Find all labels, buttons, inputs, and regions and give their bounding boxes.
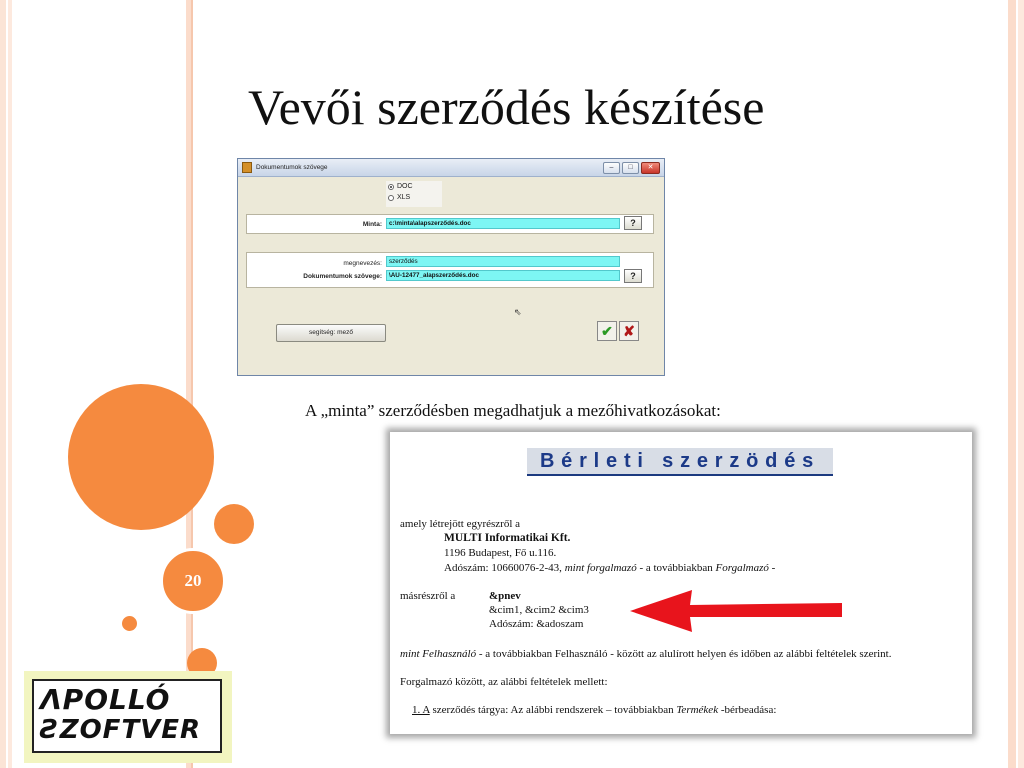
dok-browse-button[interactable]: ? [624, 269, 642, 283]
doc-tax-suffix: - [768, 562, 776, 574]
megnevezes-label: megnevezés: [343, 260, 382, 267]
ok-checkmark-button[interactable]: ✔ [597, 321, 617, 341]
doc-line-intro: amely létrejött egyrészről a [400, 518, 521, 530]
logo-line-1: ΛPOLLÓ [40, 683, 171, 716]
doc-item1-num: 1. A [412, 704, 430, 716]
radio-doc[interactable] [386, 181, 442, 192]
doc-forgalmazo-line: Forgalmazó között, az alábbi feltételek mellett: [400, 676, 608, 688]
minta-field[interactable]: c:\minta\alapszerződés.doc [386, 218, 620, 229]
right-stripe-2 [1018, 0, 1024, 768]
doc-user-rest: - a továbbiakban Felhasználó - között az alulírott helyen és időben az alábbi feltételek szerint. [476, 648, 892, 660]
page-number: 20 [160, 548, 226, 614]
doc-item1-end: -bérbeadása: [718, 704, 777, 716]
doc-company: MULTI Informatikai Kft. [444, 532, 571, 544]
dialog-title: Dokumentumok szövege [256, 164, 328, 171]
format-radio-group [386, 181, 442, 207]
doc-other-party: másrészről a [400, 590, 456, 602]
doc-item1-rest: szerződés tárgya: Az alábbi rendszerek – továbbiakban [429, 704, 677, 716]
doc-user-line [400, 648, 892, 660]
right-stripe-1 [1008, 0, 1016, 768]
dok-szovege-field[interactable]: \AU-12477_alapszerződés.doc [386, 270, 620, 281]
dialog-titlebar [238, 159, 664, 177]
app-icon [242, 162, 252, 173]
doc-tax-line [444, 562, 775, 574]
doc-pnev: &pnev [489, 590, 521, 602]
mouse-pointer-icon: ⇖ [514, 307, 522, 317]
doc-item1 [412, 704, 776, 716]
cancel-x-button[interactable]: ✘ [619, 321, 639, 341]
help-field-button[interactable]: segítség: mező [276, 324, 386, 342]
maximize-button[interactable]: □ [622, 162, 639, 174]
close-button[interactable]: ✕ [641, 162, 660, 174]
minta-label: Minta: [362, 221, 382, 228]
slide-title: Vevői szerződés készítése [248, 79, 765, 135]
document-heading: Bérleti szerzödés [527, 448, 833, 476]
slide-caption: A „minta” szerződésben megadhatjuk a mezőhivatkozásokat: [305, 401, 721, 420]
contract-document-image [390, 432, 972, 734]
radio-xls-label: XLS [397, 194, 411, 201]
radio-doc-label: DOC [397, 183, 413, 190]
logo-frame [32, 679, 222, 753]
left-stripe-1 [0, 0, 6, 768]
doc-tax-mid: - a továbbiakban [636, 562, 716, 574]
radio-xls[interactable] [386, 192, 442, 203]
documents-dialog [237, 158, 665, 376]
apollo-szoftver-logo [24, 671, 232, 763]
red-arrow-icon [630, 588, 846, 634]
minta-browse-button[interactable]: ? [624, 216, 642, 230]
doc-tax-end-italic: Forgalmazó [715, 562, 769, 574]
doc-cim: &cim1, &cim2 &cim3 [489, 604, 589, 616]
left-stripe-2 [8, 0, 12, 768]
minimize-button[interactable]: – [603, 162, 620, 174]
doc-item1-italic: Termékek [676, 704, 719, 716]
doc-tax-prefix: Adószám: 10660076-2-43, [444, 562, 565, 574]
large-orange-circle [68, 384, 214, 530]
dok-szovege-label: Dokumentumok szövege: [303, 273, 382, 280]
doc-adoszam: Adószám: &adoszam [489, 618, 584, 630]
doc-tax-italic: mint forgalmazó [564, 562, 637, 574]
radio-selected-icon [388, 184, 394, 190]
doc-user-italic: mint Felhasználó [400, 648, 477, 660]
megnevezes-field[interactable]: szerződés [386, 256, 620, 267]
medium-orange-circle [214, 504, 254, 544]
small-orange-circle [122, 616, 137, 631]
doc-address: 1196 Budapest, Fő u.116. [444, 547, 557, 559]
logo-line-2: ƧZOFTVER [40, 715, 202, 745]
radio-unselected-icon [388, 195, 394, 201]
